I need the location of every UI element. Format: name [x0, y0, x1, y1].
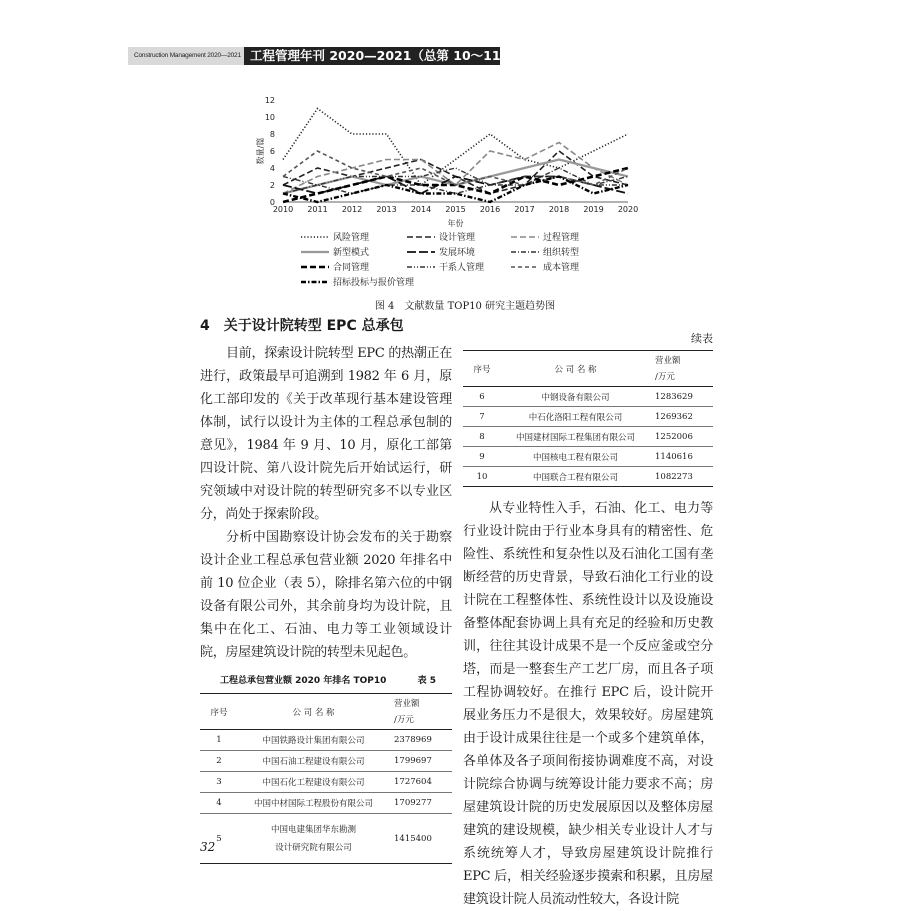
table-row: 6 中钢设备有限公司 1283629	[463, 387, 713, 407]
table-title: 工程总承包营业额 2020 年排名 TOP10	[220, 676, 387, 686]
table-caption	[200, 669, 452, 693]
col-header-company: 公 司 名 称	[501, 351, 650, 387]
legend-item	[406, 260, 484, 273]
y-tick-label: 0	[269, 198, 275, 207]
x-tick-label: 2020	[617, 205, 639, 214]
table-row: 3 中国石化工程建设有限公司 1727604	[200, 772, 452, 793]
y-tick-label: 6	[269, 147, 275, 156]
body-paragraph: 分析中国勘察设计协会发布的关于勘察设计企业工程总承包营业额 2020 年排名中前 10 位企业（表 5），除排名第六位的中钢设备有限公司外，其余前身均为设计院，且集中在化工、石油、电力等工业领域设计院，房屋建筑设计院的转型未见起色。	[200, 530, 452, 660]
x-tick-label: 2010	[272, 205, 294, 214]
legend-label: 设计管理	[439, 233, 476, 243]
legend-swatch	[510, 263, 540, 271]
page-number: 32	[200, 840, 216, 854]
chart-legend	[300, 230, 630, 292]
body-paragraph: 从专业特性入手，石油、化工、电力等行业设计院由于行业本身具有的精密性、危险性、系统性和复杂性以及石油化工国有垄断经营的历史背景，导致石油化工行业的设计院在工程整体性、系统性设计以及设施设备整体配套协调上具有充足的经验和历史教训，往往其设计成果不是一个反应釜或空分塔，而是一整套生产工艺厂房，而且各子项工程协调较好。在推行 EPC 后，设计院开展业务压力不是很大，效果较好。房屋建筑由于设计成果往往是一个或多个建筑单体，各单体及各子项间衔接协调难度不高，对设计院综合协调与统筹设计能力要求不高；房屋建筑设计院的历史发展原因以及整体房屋建筑的建设规模，缺少相关专业设计人才与系统统筹人才，导致房屋建筑设计院推行 EPC 后，相关经验逐步摸索和积累，且房屋建筑设计院人员流动性较大，各设计院	[463, 501, 713, 907]
x-tick-label: 2012	[341, 205, 363, 214]
x-tick-label: 2016	[479, 205, 501, 214]
x-tick-label: 2018	[548, 205, 570, 214]
x-tick-label: 2013	[376, 205, 397, 214]
legend-swatch	[510, 248, 540, 256]
y-tick-label: 12	[264, 96, 275, 105]
x-tick-label: 2011	[307, 205, 328, 214]
legend-label: 干系人管理	[439, 263, 485, 273]
legend-item	[406, 245, 475, 258]
table-row: 8 中国建材国际工程集团有限公司 1252006	[463, 427, 713, 447]
legend-label: 发展环境	[439, 248, 476, 258]
figure-caption: 图 4 文献数量 TOP10 研究主题趋势图	[374, 301, 556, 312]
table-row: 5 中国电建集团华东勘测 设计研究院有限公司 1415400	[200, 814, 452, 864]
legend-swatch	[300, 248, 330, 256]
legend-label: 招标投标与报价管理	[333, 278, 415, 288]
legend-label: 风险管理	[333, 233, 370, 243]
table-row: 9 中国核电工程有限公司 1140616	[463, 447, 713, 467]
legend-swatch	[406, 233, 436, 241]
section-title: 4 关于设计院转型 EPC 总承包	[200, 318, 404, 334]
legend-item	[300, 230, 369, 243]
legend-swatch	[300, 233, 330, 241]
right-column	[463, 316, 713, 911]
legend-label: 合同管理	[333, 263, 370, 273]
legend-label: 组织转型	[543, 248, 580, 258]
y-tick-label: 2	[269, 181, 275, 190]
col-header-no: 序号	[463, 351, 501, 387]
legend-item	[300, 245, 369, 258]
legend-item	[406, 230, 475, 243]
x-tick-label: 2014	[410, 205, 432, 214]
legend-item	[300, 260, 369, 273]
y-tick-label: 10	[264, 113, 275, 122]
running-header	[128, 47, 530, 65]
y-tick-label: 8	[269, 130, 275, 139]
legend-item	[510, 260, 579, 273]
col-header-revenue: 营业额 /万元	[650, 351, 713, 387]
legend-label: 成本管理	[543, 263, 580, 273]
legend-swatch	[300, 263, 330, 271]
table-row: 7 中石化洛阳工程有限公司 1269362	[463, 407, 713, 427]
table-row: 2 中国石油工程建设有限公司 1799697	[200, 751, 452, 772]
left-column	[200, 316, 452, 864]
legend-swatch	[510, 233, 540, 241]
table-row: 10 中国联合工程有限公司 1082273	[463, 467, 713, 487]
table-label: 表 5	[417, 676, 436, 686]
y-axis-label: 数量/篇	[256, 137, 265, 165]
revenue-table	[200, 693, 452, 864]
legend-label: 过程管理	[543, 233, 580, 243]
legend-item	[510, 230, 579, 243]
col-header-revenue: 营业额 /万元	[389, 694, 452, 730]
legend-swatch	[406, 263, 436, 271]
x-tick-label: 2015	[445, 205, 466, 214]
col-header-no: 序号	[200, 694, 238, 730]
continued-label: 续表	[691, 332, 713, 345]
legend-item	[300, 275, 414, 288]
journal-name-cn: 工程管理年刊 2020—2021（总第 10～11 卷）	[244, 47, 500, 65]
table-row: 4 中国中材国际工程股份有限公司 1709277	[200, 793, 452, 814]
col-header-company: 公 司 名 称	[238, 694, 389, 730]
revenue-table-continued	[463, 350, 713, 487]
legend-swatch	[406, 248, 436, 256]
series-line-1	[283, 109, 628, 186]
journal-name-en: Construction Management 2020—2021	[128, 47, 244, 65]
body-paragraph: 目前，探索设计院转型 EPC 的热潮正在进行，政策最早可追溯到 1982 年 6 月，原化工部印发的《关于改革现行基本建设管理体制，试行以设计为主体的工程总承包制的意见》，1984 年 9 月、10 月，原化工部第四设计院、第八设计院先后开始试运行，研究领域中对设计院的转型研究多不以专业区分，尚处于探索阶段。	[200, 346, 452, 522]
x-tick-label: 2019	[583, 205, 604, 214]
legend-label: 新型模式	[333, 248, 370, 258]
x-tick-label: 2017	[514, 205, 535, 214]
legend-item	[510, 245, 579, 258]
x-axis-label: 年份	[447, 219, 464, 228]
y-tick-label: 4	[269, 164, 275, 173]
trend-line-chart	[250, 88, 650, 238]
legend-swatch	[300, 278, 330, 286]
table-row: 1 中国铁路设计集团有限公司 2378969	[200, 730, 452, 751]
